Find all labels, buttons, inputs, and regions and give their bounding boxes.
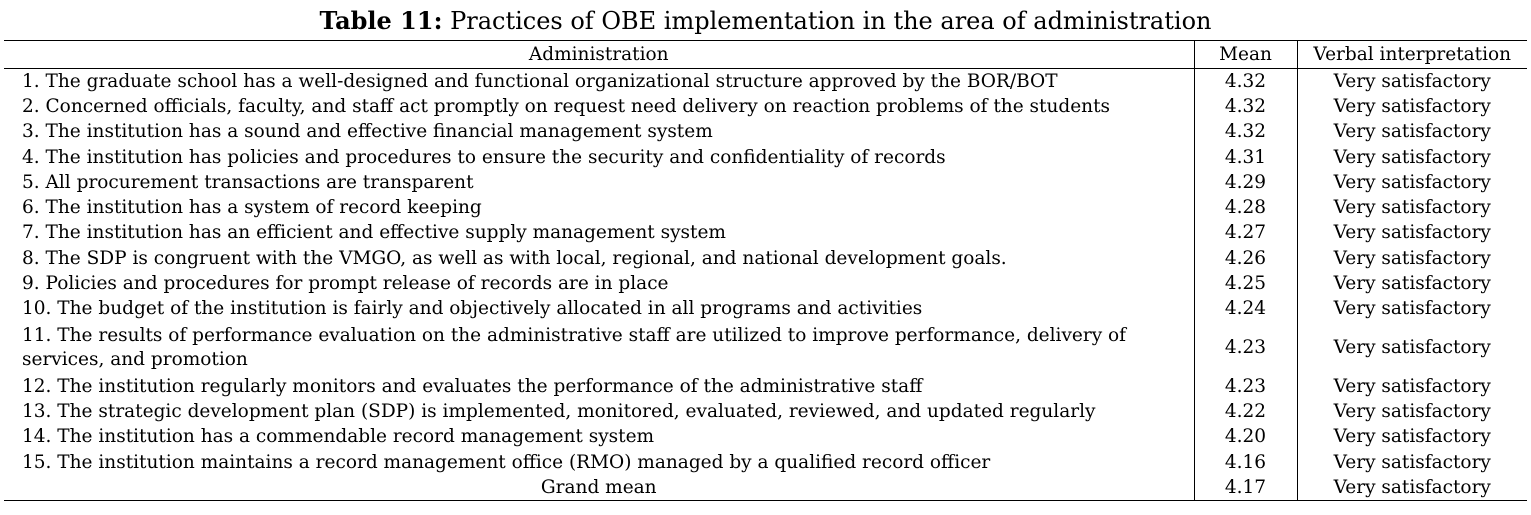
row-item-text: 15. The institution maintains a record management office (RMO) managed by a qualified record officer [22, 451, 991, 473]
row-verbal-interpretation: Very satisfactory [1297, 170, 1527, 195]
row-verbal-interpretation: Very satisfactory [1297, 246, 1527, 271]
table-row [4, 145, 1527, 170]
table-row [4, 450, 1527, 475]
row-mean-value: 4.24 [1194, 297, 1297, 322]
table-row [4, 322, 1527, 374]
column-header-verbal-interpretation: Verbal interpretation [1297, 41, 1527, 69]
row-verbal-interpretation: Very satisfactory [1297, 120, 1527, 145]
row-item-text: 7. The institution has an efficient and effective supply management system [22, 222, 726, 244]
table-caption [0, 6, 1531, 36]
row-mean-value: 4.32 [1194, 94, 1297, 119]
header-row [4, 41, 1527, 69]
row-verbal-interpretation: Very satisfactory [1297, 322, 1527, 374]
row-verbal-interpretation: Very satisfactory [1297, 94, 1527, 119]
table-row [4, 94, 1527, 119]
row-verbal-interpretation: Very satisfactory [1297, 195, 1527, 220]
grand-mean-interpretation: Very satisfactory [1297, 475, 1527, 501]
row-verbal-interpretation: Very satisfactory [1297, 374, 1527, 399]
table-row [4, 170, 1527, 195]
row-mean-value: 4.22 [1194, 399, 1297, 424]
row-mean-value: 4.23 [1194, 322, 1297, 374]
row-item-text: 4. The institution has policies and procedures to ensure the security and confidentiality of records [22, 146, 946, 168]
row-item-text: 9. Policies and procedures for prompt release of records are in place [22, 273, 669, 295]
row-item-text: 3. The institution has a sound and effective financial management system [22, 121, 713, 143]
table-footer [4, 475, 1527, 501]
row-verbal-interpretation: Very satisfactory [1297, 399, 1527, 424]
row-mean-value: 4.26 [1194, 246, 1297, 271]
row-verbal-interpretation: Very satisfactory [1297, 271, 1527, 296]
table-body [4, 69, 1527, 476]
table-row [4, 69, 1527, 95]
row-item-text: 14. The institution has a commendable record management system [22, 426, 655, 448]
row-mean-value: 4.31 [1194, 145, 1297, 170]
row-item-text: 2. Concerned officials, faculty, and staff act promptly on request need delivery on reaction problems of the students [22, 95, 1111, 117]
table-row [4, 374, 1527, 399]
table-row [4, 399, 1527, 424]
row-mean-value: 4.23 [1194, 374, 1297, 399]
table-row [4, 120, 1527, 145]
row-item-text: 10. The budget of the institution is fairly and objectively allocated in all programs and activities [22, 298, 923, 320]
row-mean-value: 4.20 [1194, 425, 1297, 450]
row-mean-value: 4.25 [1194, 271, 1297, 296]
grand-mean-row [4, 475, 1527, 501]
row-item-text: 5. All procurement transactions are transparent [22, 171, 474, 193]
row-mean-value: 4.16 [1194, 450, 1297, 475]
row-mean-value: 4.32 [1194, 69, 1297, 95]
table-row [4, 195, 1527, 220]
row-verbal-interpretation: Very satisfactory [1297, 69, 1527, 95]
grand-mean-value: 4.17 [1194, 475, 1297, 501]
table-caption-label: Table 11: [319, 6, 443, 35]
row-verbal-interpretation: Very satisfactory [1297, 425, 1527, 450]
row-verbal-interpretation: Very satisfactory [1297, 145, 1527, 170]
row-verbal-interpretation: Very satisfactory [1297, 297, 1527, 322]
row-item-text: 12. The institution regularly monitors and evaluates the performance of the administrative staff [22, 375, 923, 397]
table-row [4, 221, 1527, 246]
row-item-text: 8. The SDP is congruent with the VMGO, as well as with local, regional, and national development goals. [22, 247, 1007, 269]
row-verbal-interpretation: Very satisfactory [1297, 450, 1527, 475]
column-header-mean: Mean [1194, 41, 1297, 69]
table-caption-text: Practices of OBE implementation in the area of administration [450, 7, 1212, 35]
row-mean-value: 4.32 [1194, 120, 1297, 145]
table-row [4, 297, 1527, 322]
row-mean-value: 4.28 [1194, 195, 1297, 220]
row-mean-value: 4.29 [1194, 170, 1297, 195]
column-header-administration: Administration [528, 43, 669, 65]
table-header [4, 41, 1527, 69]
row-mean-value: 4.27 [1194, 221, 1297, 246]
table-row [4, 246, 1527, 271]
row-item-text: 1. The graduate school has a well-designed and functional organizational structure approved by the BOR/BOT [22, 70, 1058, 92]
row-item-text: 11. The results of performance evaluation on the administrative staff are utilized to improve performance, delivery of services, and promotion [22, 324, 1127, 370]
row-verbal-interpretation: Very satisfactory [1297, 221, 1527, 246]
table-row [4, 425, 1527, 450]
grand-mean-label: Grand mean [540, 476, 657, 498]
row-item-text: 6. The institution has a system of record keeping [22, 197, 482, 219]
administration-table [4, 40, 1527, 501]
row-item-text: 13. The strategic development plan (SDP) is implemented, monitored, evaluated, reviewed, and updated regularly [22, 400, 1096, 422]
table-row [4, 271, 1527, 296]
